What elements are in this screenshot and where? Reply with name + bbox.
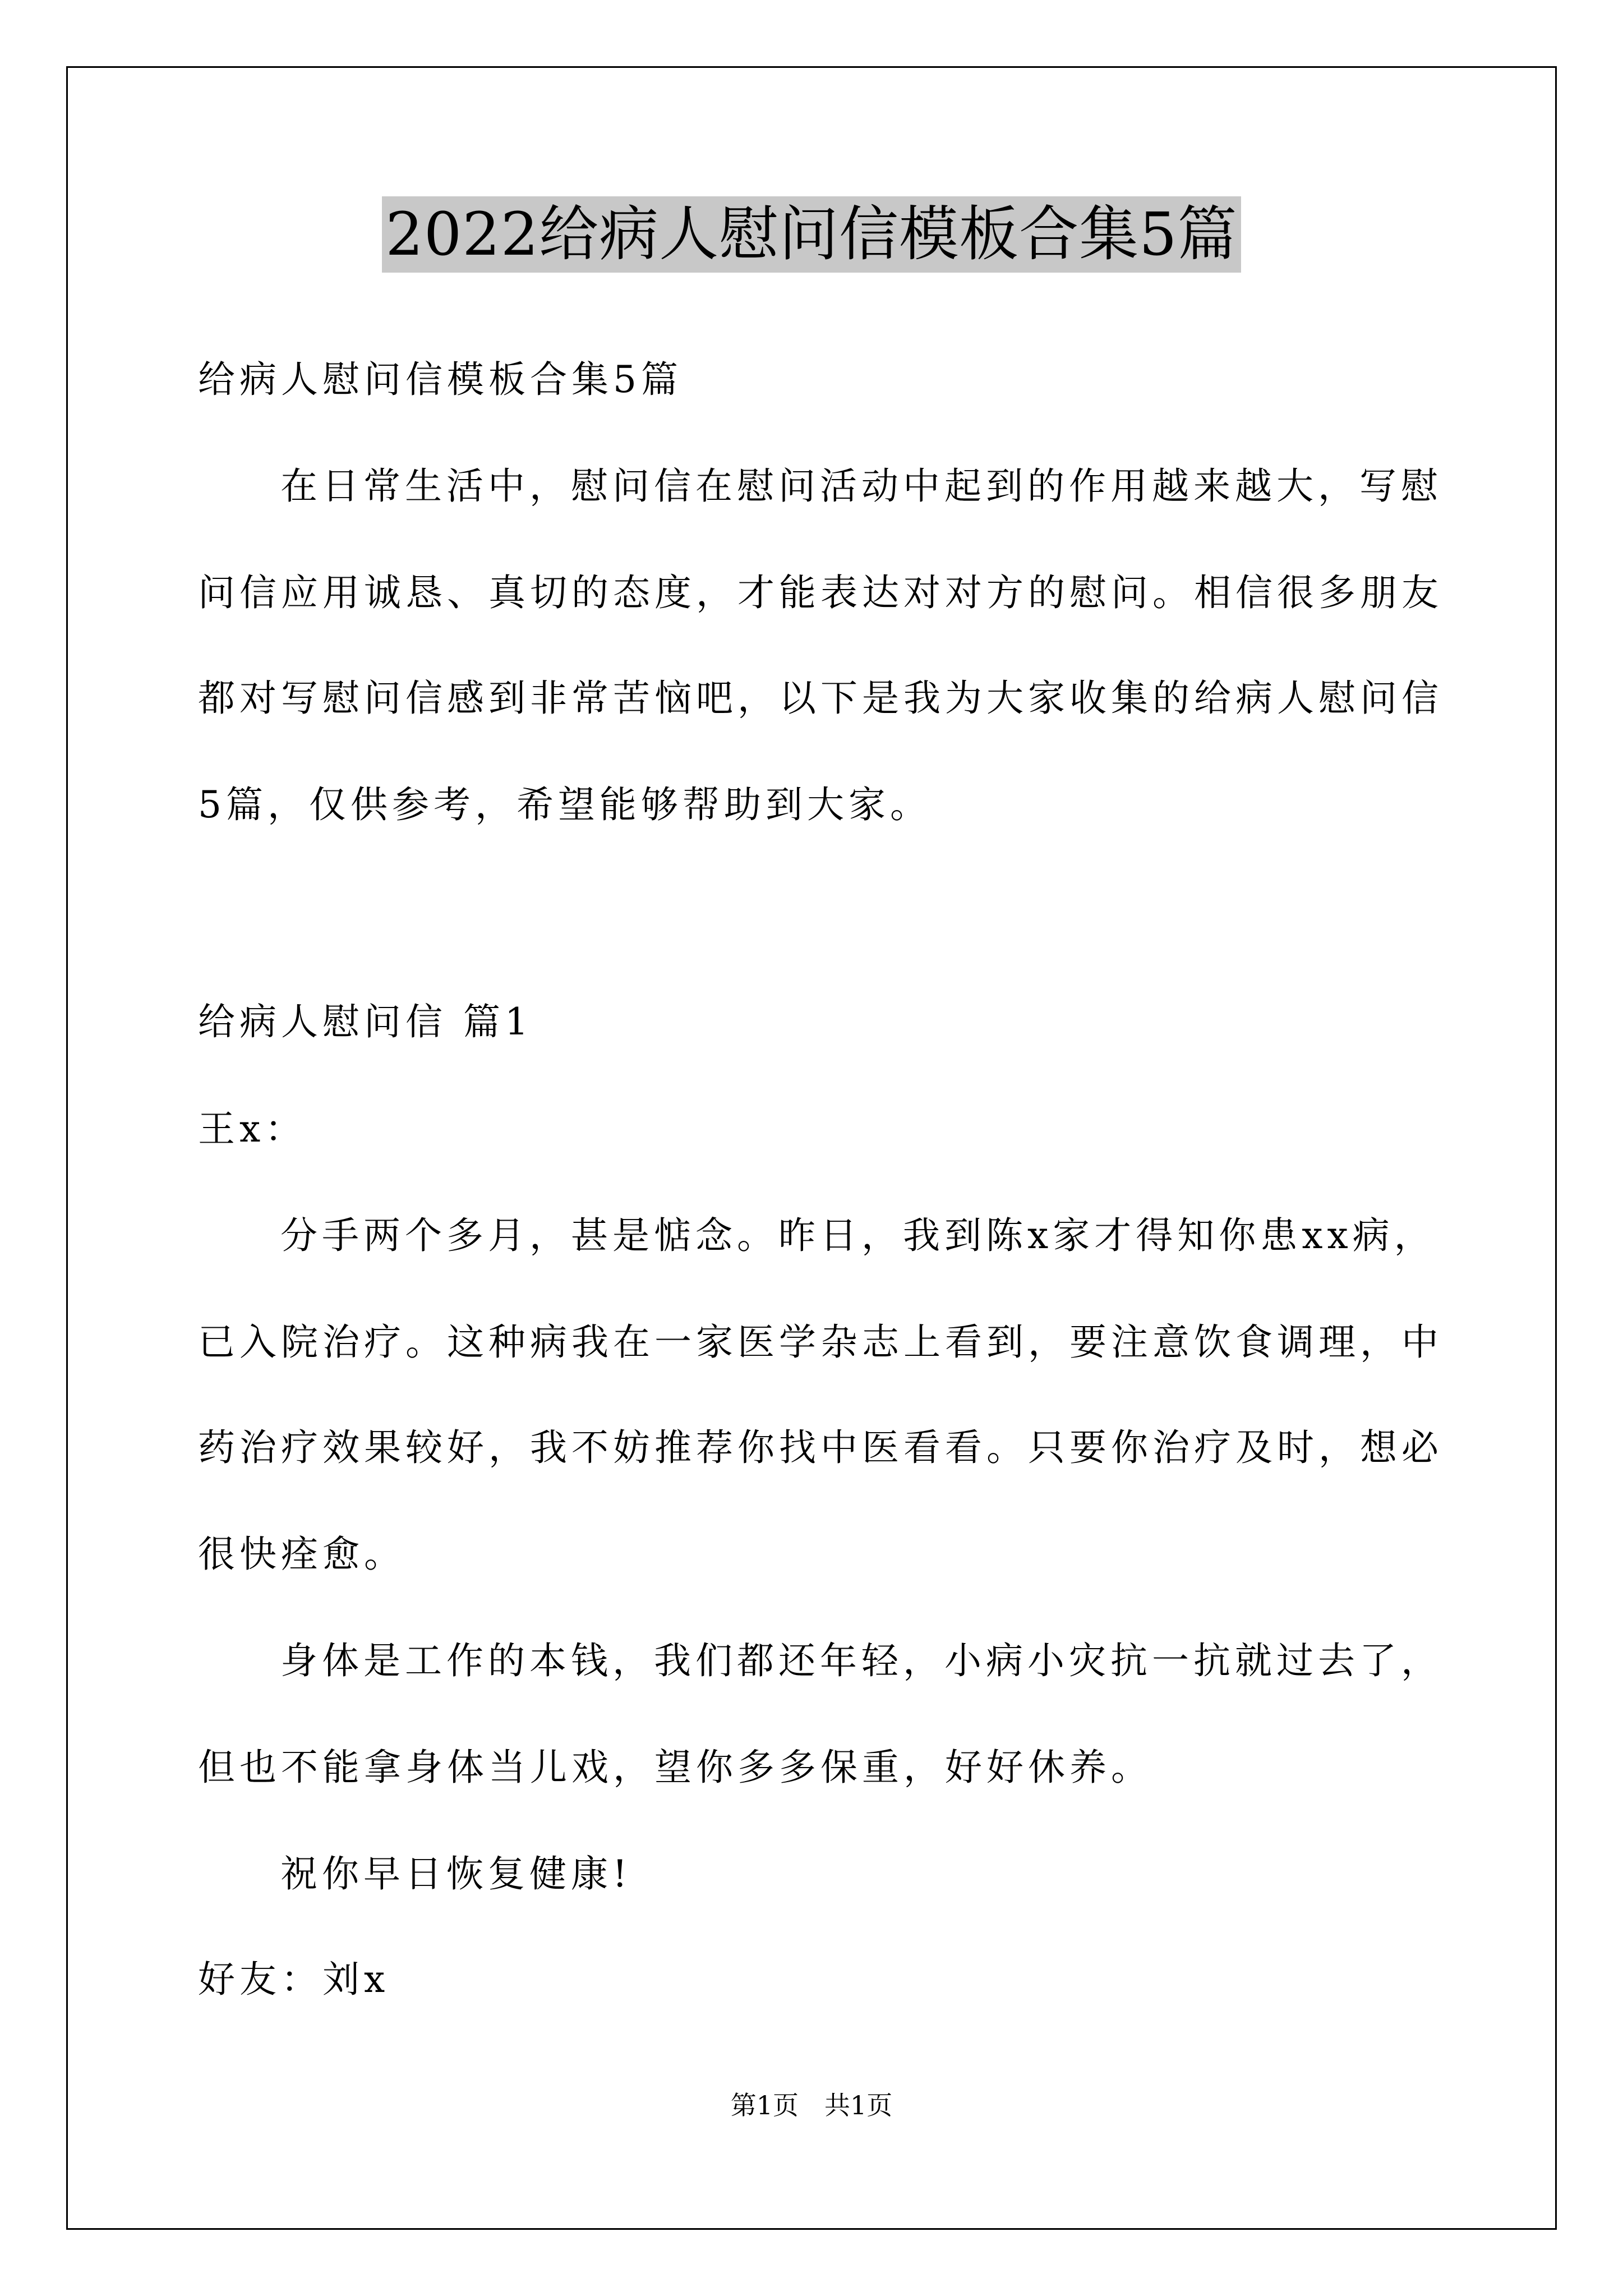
- signature: 好友：刘x: [198, 1958, 390, 2001]
- page-number: 第1页: [730, 2090, 799, 2120]
- intro-line-2: 问信应用诚恳、真切的态度，才能表达对对方的慰问。相信很多朋友: [198, 571, 1443, 614]
- page-footer: [0, 2088, 1623, 2122]
- para1-line-1: 分手两个多月，甚是惦念。昨日，我到陈x家才得知你患xx病，: [280, 1214, 1436, 1257]
- para1-line-2: 已入院治疗。这种病我在一家医学杂志上看到，要注意饮食调理，中: [198, 1320, 1443, 1364]
- salutation: 王x：: [198, 1107, 307, 1151]
- document-title: 2022给病人慰问信模板合集5篇: [382, 196, 1241, 273]
- para2-line-1: 身体是工作的本钱，我们都还年轻，小病小灾抗一抗就过去了，: [280, 1639, 1442, 1682]
- title-container: [0, 196, 1623, 273]
- para1-line-3: 药治疗效果较好，我不妨推荐你找中医看看。只要你治疗及时，想必: [198, 1426, 1443, 1469]
- document-subtitle: 给病人慰问信模板合集5篇: [198, 358, 683, 401]
- para1-line-4: 很快痊愈。: [198, 1533, 405, 1576]
- closing-wish: 祝你早日恢复健康!: [280, 1852, 632, 1895]
- intro-line-1: 在日常生活中，慰问信在慰问活动中起到的作用越来越大，写慰: [280, 464, 1442, 508]
- page-total: 共1页: [824, 2090, 893, 2120]
- intro-line-3: 都对写慰问信感到非常苦恼吧，以下是我为大家收集的给病人慰问信: [198, 677, 1443, 720]
- para2-line-2: 但也不能拿身体当儿戏，望你多多保重，好好休养。: [198, 1746, 1152, 1789]
- section-heading: 给病人慰问信 篇1: [198, 1000, 533, 1043]
- intro-line-4: 5篇，仅供参考，希望能够帮助到大家。: [198, 783, 932, 826]
